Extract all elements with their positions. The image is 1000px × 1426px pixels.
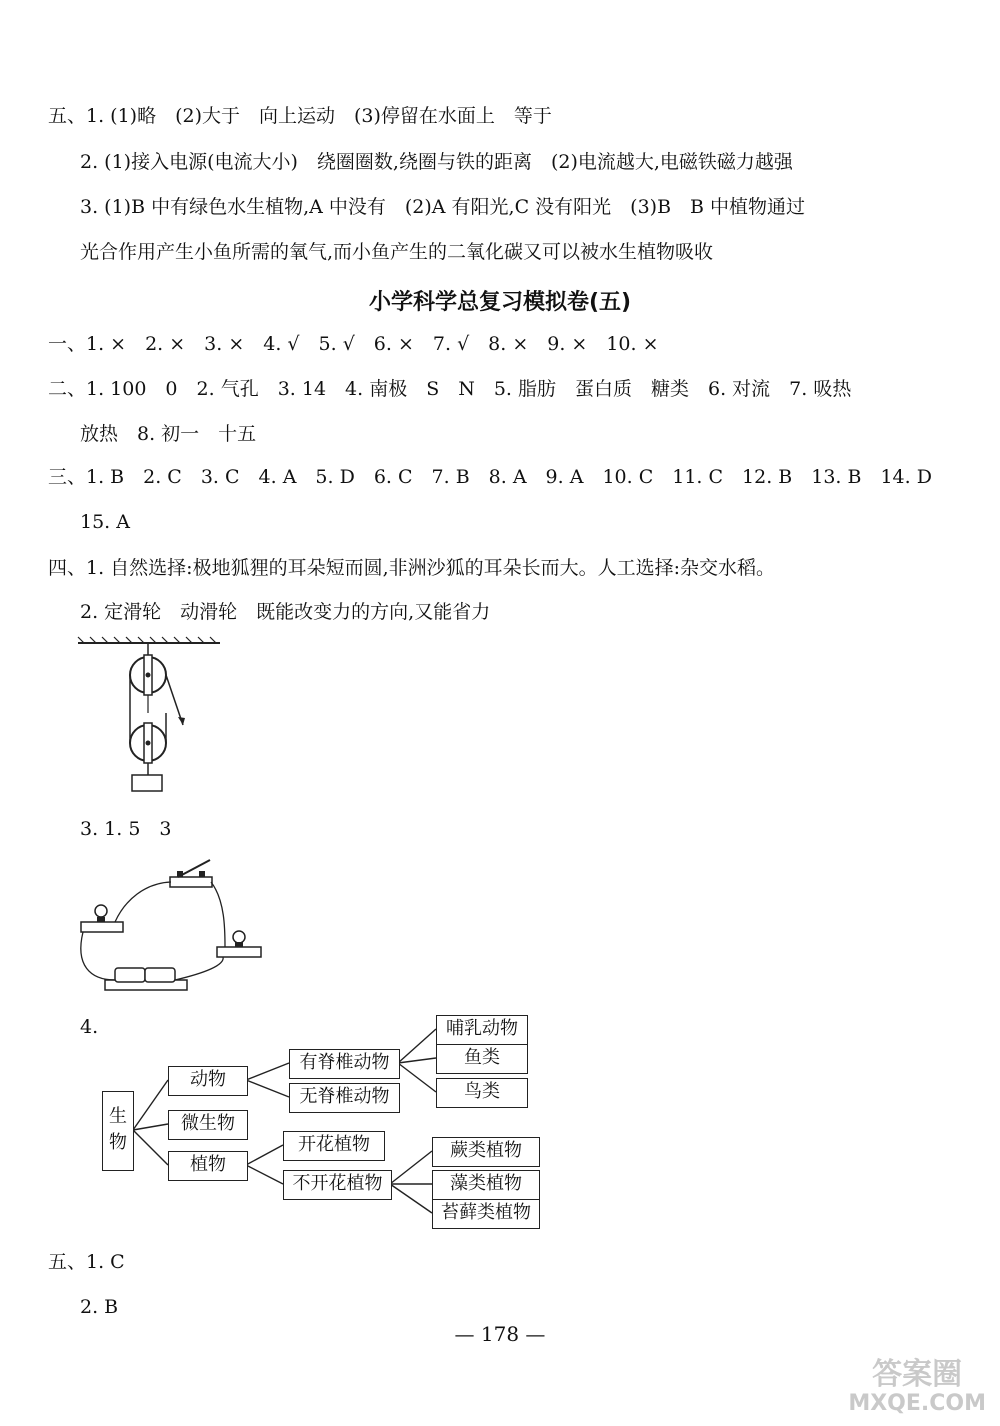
watermark-line-1: 答案圈 bbox=[872, 1357, 963, 1392]
answer-section-2: 二、1. 100 0 2. 气孔 3. 14 4. 南极 S N 5. 脂肪 蛋白质 糖类 6. 对流 7. 吸热 bbox=[48, 378, 852, 400]
tree-node-mosses: 苔藓类植物 bbox=[432, 1199, 540, 1229]
watermark-logo bbox=[848, 1358, 986, 1416]
tree-node-animals: 动物 bbox=[168, 1066, 248, 1096]
answer-section-4-1: 四、1. 自然选择:极地狐狸的耳朵短而圆,非洲沙狐的耳朵长而大。人工选择:杂交水稻。 bbox=[48, 557, 776, 579]
answer-line-5-3: 3. (1)B 中有绿色水生植物,A 中没有 (2)A 有阳光,C 没有阳光 (3)B B 中植物通过 bbox=[80, 196, 806, 218]
answer-line-5-1: 五、1. (1)略 (2)大于 向上运动 (3)停留在水面上 等于 bbox=[48, 105, 552, 127]
answer-section-4-2: 2. 定滑轮 动滑轮 既能改变力的方向,又能省力 bbox=[80, 601, 491, 623]
answer-section-4-3: 3. 1. 5 3 bbox=[80, 818, 172, 840]
tree-node-vertebrates: 有脊椎动物 bbox=[289, 1049, 400, 1079]
tree-node-plants: 植物 bbox=[168, 1151, 248, 1181]
tree-node-flowering: 开花植物 bbox=[283, 1131, 385, 1161]
answer-line-5-3-cont: 光合作用产生小鱼所需的氧气,而小鱼产生的二氧化碳又可以被水生植物吸收 bbox=[80, 241, 714, 263]
tree-node-microbes: 微生物 bbox=[168, 1110, 248, 1140]
answer-section-1: 一、1. × 2. × 3. × 4. √ 5. √ 6. × 7. √ 8. × 9. × 10. × bbox=[48, 333, 659, 355]
tree-node-birds: 鸟类 bbox=[436, 1078, 528, 1108]
answer-section-5-1: 五、1. C bbox=[48, 1251, 125, 1273]
tree-node-invertebrates: 无脊椎动物 bbox=[289, 1083, 400, 1113]
answer-line-5-2: 2. (1)接入电源(电流大小) 绕圈圈数,绕圈与铁的距离 (2)电流越大,电磁铁磁力越强 bbox=[80, 151, 793, 173]
answer-section-3: 三、1. B 2. C 3. C 4. A 5. D 6. C 7. B 8. A 9. A 10. C 11. C 12. B 13. B 14. D bbox=[48, 466, 932, 488]
tree-node-nonflowering: 不开花植物 bbox=[283, 1170, 392, 1200]
answer-section-5-2: 2. B bbox=[80, 1296, 119, 1318]
tree-node-ferns: 蕨类植物 bbox=[432, 1137, 540, 1167]
tree-node-algae: 藻类植物 bbox=[432, 1170, 540, 1200]
watermark-line-2: MXQE.COM bbox=[848, 1391, 986, 1416]
page-number: — 178 — bbox=[454, 1322, 546, 1346]
section-title: 小学科学总复习模拟卷(五) bbox=[368, 290, 632, 315]
answer-section-3-cont: 15. A bbox=[80, 511, 130, 533]
tree-root-box: 生物 bbox=[102, 1091, 134, 1171]
answer-section-4-4: 4. bbox=[80, 1016, 99, 1038]
tree-node-mammals: 哺乳动物 bbox=[436, 1015, 528, 1045]
answer-section-2-cont: 放热 8. 初一 十五 bbox=[80, 423, 257, 445]
tree-node-fish: 鱼类 bbox=[436, 1044, 528, 1074]
